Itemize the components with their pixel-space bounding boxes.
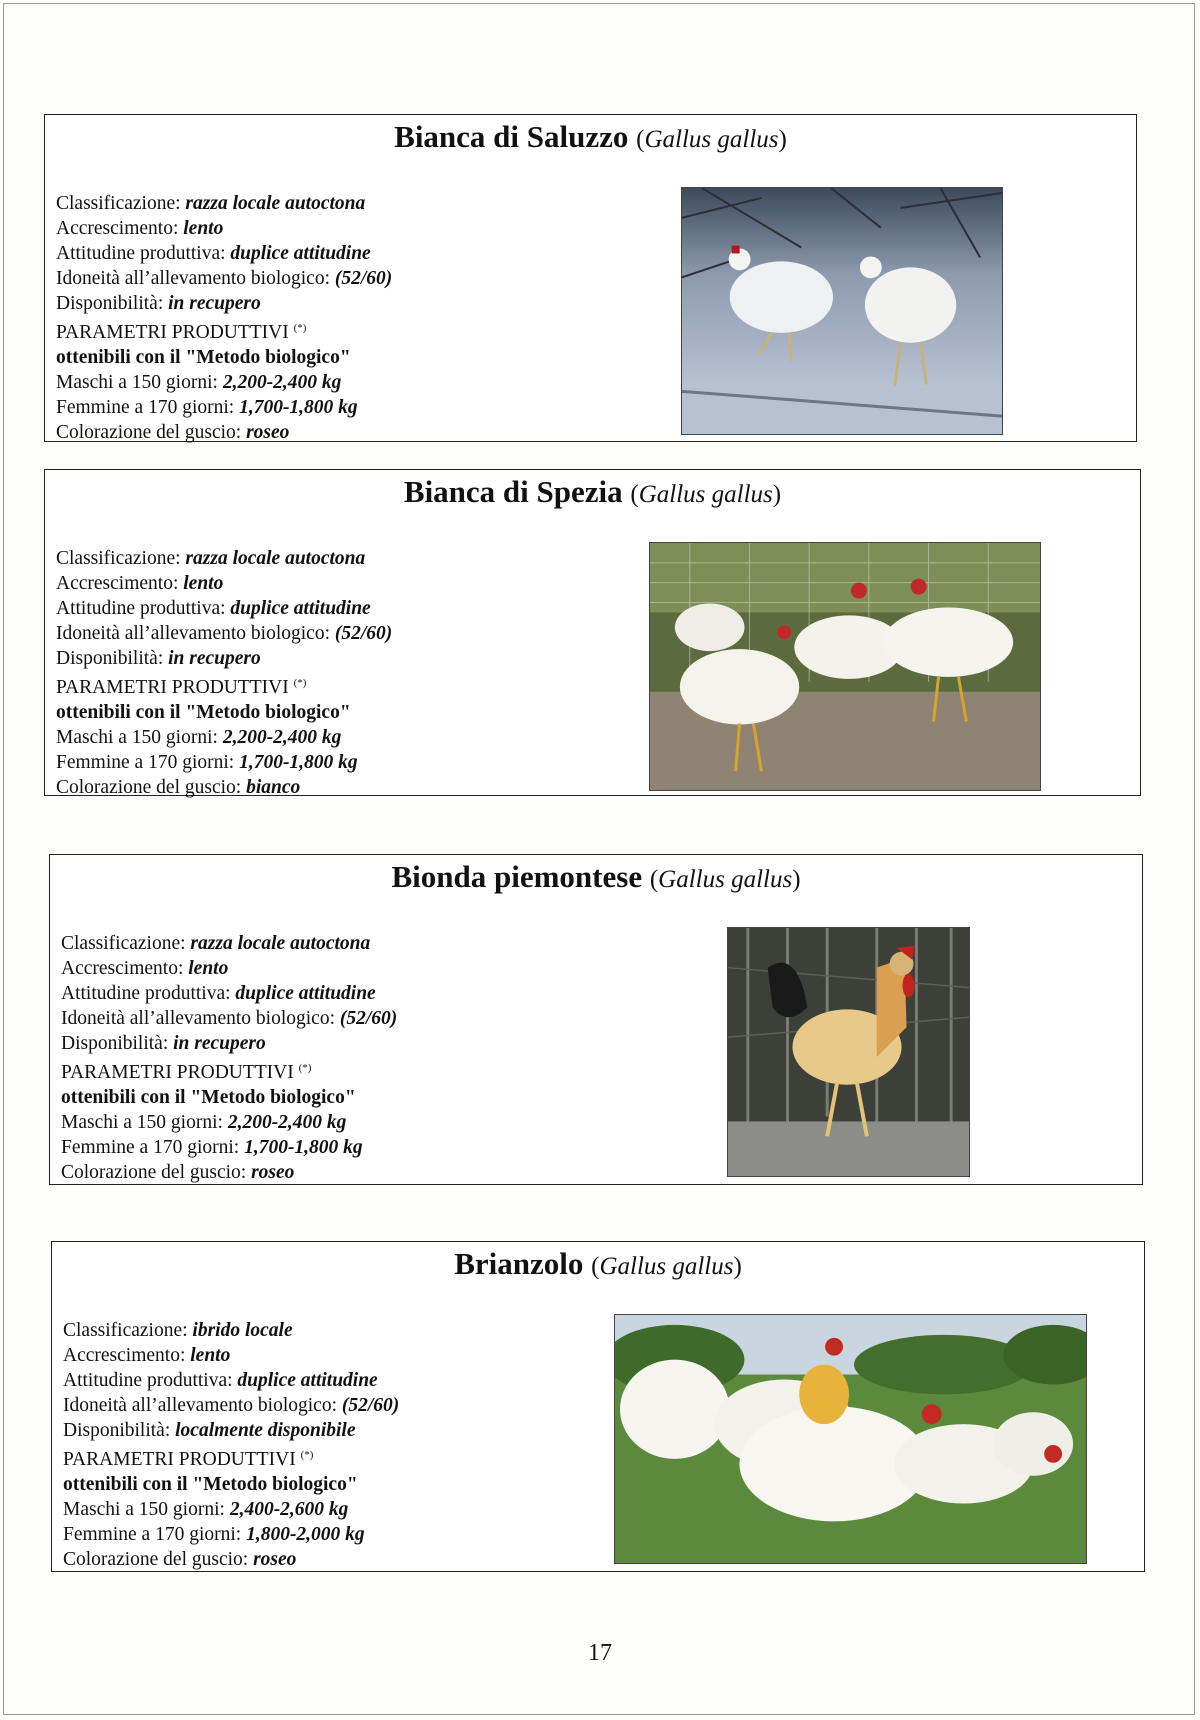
breed-card-brianzolo xyxy=(51,1241,1145,1572)
breed-specs xyxy=(56,191,392,445)
spec-colorazione: Colorazione del guscio: roseo xyxy=(61,1162,295,1183)
blonde-rooster-photo xyxy=(727,927,970,1177)
spec-accrescimento: Accrescimento: lento xyxy=(56,218,224,239)
spec-femmine: Femmine a 170 giorni: 1,700-1,800 kg xyxy=(61,1137,363,1158)
spec-ottenibili: ottenibili con il "Metodo biologico" xyxy=(61,1087,356,1108)
spec-parametri: PARAMETRI PRODUTTIVI (*) xyxy=(56,322,307,343)
breed-name: Bianca di Spezia xyxy=(403,474,623,509)
spec-attitudine: Attitudine produttiva: duplice attitudine xyxy=(61,983,376,1004)
breed-scientific-name: Gallus gallus xyxy=(644,126,779,153)
spec-idoneita: Idoneità all’allevamento biologico: (52/60) xyxy=(56,623,393,644)
spec-attitudine: Attitudine produttiva: duplice attitudine xyxy=(56,243,371,264)
breed-specs xyxy=(56,546,392,800)
spec-ottenibili: ottenibili con il "Metodo biologico" xyxy=(63,1474,358,1495)
spec-parametri: PARAMETRI PRODUTTIVI (*) xyxy=(63,1449,314,1470)
breed-title: Brianzolo (Gallus gallus) xyxy=(454,1246,742,1281)
spec-classificazione: Classificazione: razza locale autoctona xyxy=(56,548,366,569)
spec-attitudine: Attitudine produttiva: duplice attitudine xyxy=(56,598,371,619)
spec-colorazione: Colorazione del guscio: roseo xyxy=(56,422,290,443)
spec-accrescimento: Accrescimento: lento xyxy=(63,1345,231,1366)
white-hens-on-grass-photo xyxy=(614,1314,1087,1564)
spec-femmine: Femmine a 170 giorni: 1,700-1,800 kg xyxy=(56,752,358,773)
spec-attitudine: Attitudine produttiva: duplice attitudine xyxy=(63,1370,378,1391)
spec-disponibilita: Disponibilità: in recupero xyxy=(56,293,261,314)
breed-name: Bianca di Saluzzo xyxy=(394,119,629,154)
breed-card-bionda-piemontese xyxy=(49,854,1143,1185)
spec-femmine: Femmine a 170 giorni: 1,700-1,800 kg xyxy=(56,397,358,418)
breed-name: Brianzolo xyxy=(454,1246,584,1281)
spec-idoneita: Idoneità all’allevamento biologico: (52/60) xyxy=(63,1395,400,1416)
spec-maschi: Maschi a 150 giorni: 2,200-2,400 kg xyxy=(61,1112,347,1133)
spec-classificazione: Classificazione: ibrido locale xyxy=(63,1320,293,1341)
spec-accrescimento: Accrescimento: lento xyxy=(56,573,224,594)
breed-card-bianca-di-saluzzo xyxy=(44,114,1137,442)
breed-title: Bionda piemontese (Gallus gallus) xyxy=(391,859,801,894)
breed-specs xyxy=(63,1318,399,1572)
spec-colorazione: Colorazione del guscio: bianco xyxy=(56,777,301,798)
spec-accrescimento: Accrescimento: lento xyxy=(61,958,229,979)
breed-scientific-name: Gallus gallus xyxy=(638,481,773,508)
breed-scientific-name: Gallus gallus xyxy=(658,866,793,893)
spec-disponibilita: Disponibilità: in recupero xyxy=(61,1033,266,1054)
spec-parametri: PARAMETRI PRODUTTIVI (*) xyxy=(61,1062,312,1083)
breed-name: Bionda piemontese xyxy=(391,859,643,894)
breed-scientific-name: Gallus gallus xyxy=(599,1253,734,1280)
spec-femmine: Femmine a 170 giorni: 1,800-2,000 kg xyxy=(63,1524,365,1545)
spec-disponibilita: Disponibilità: localmente disponibile xyxy=(63,1420,356,1441)
spec-idoneita: Idoneità all’allevamento biologico: (52/60) xyxy=(56,268,393,289)
breed-specs xyxy=(61,931,397,1185)
spec-maschi: Maschi a 150 giorni: 2,200-2,400 kg xyxy=(56,727,342,748)
spec-disponibilita: Disponibilità: in recupero xyxy=(56,648,261,669)
breed-card-bianca-di-spezia xyxy=(44,469,1141,796)
spec-parametri: PARAMETRI PRODUTTIVI (*) xyxy=(56,677,307,698)
spec-colorazione: Colorazione del guscio: roseo xyxy=(63,1549,297,1570)
spec-maschi: Maschi a 150 giorni: 2,400-2,600 kg xyxy=(63,1499,349,1520)
white-hens-on-snow-photo xyxy=(681,187,1003,435)
spec-maschi: Maschi a 150 giorni: 2,200-2,400 kg xyxy=(56,372,342,393)
spec-ottenibili: ottenibili con il "Metodo biologico" xyxy=(56,347,351,368)
spec-idoneita: Idoneità all’allevamento biologico: (52/60) xyxy=(61,1008,398,1029)
spec-classificazione: Classificazione: razza locale autoctona xyxy=(56,193,366,214)
spec-ottenibili: ottenibili con il "Metodo biologico" xyxy=(56,702,351,723)
breed-title: Bianca di Spezia (Gallus gallus) xyxy=(403,474,782,509)
spec-classificazione: Classificazione: razza locale autoctona xyxy=(61,933,371,954)
breed-title: Bianca di Saluzzo (Gallus gallus) xyxy=(394,119,787,154)
white-flock-in-pen-photo xyxy=(649,542,1041,791)
page-number: 17 xyxy=(588,1640,612,1666)
